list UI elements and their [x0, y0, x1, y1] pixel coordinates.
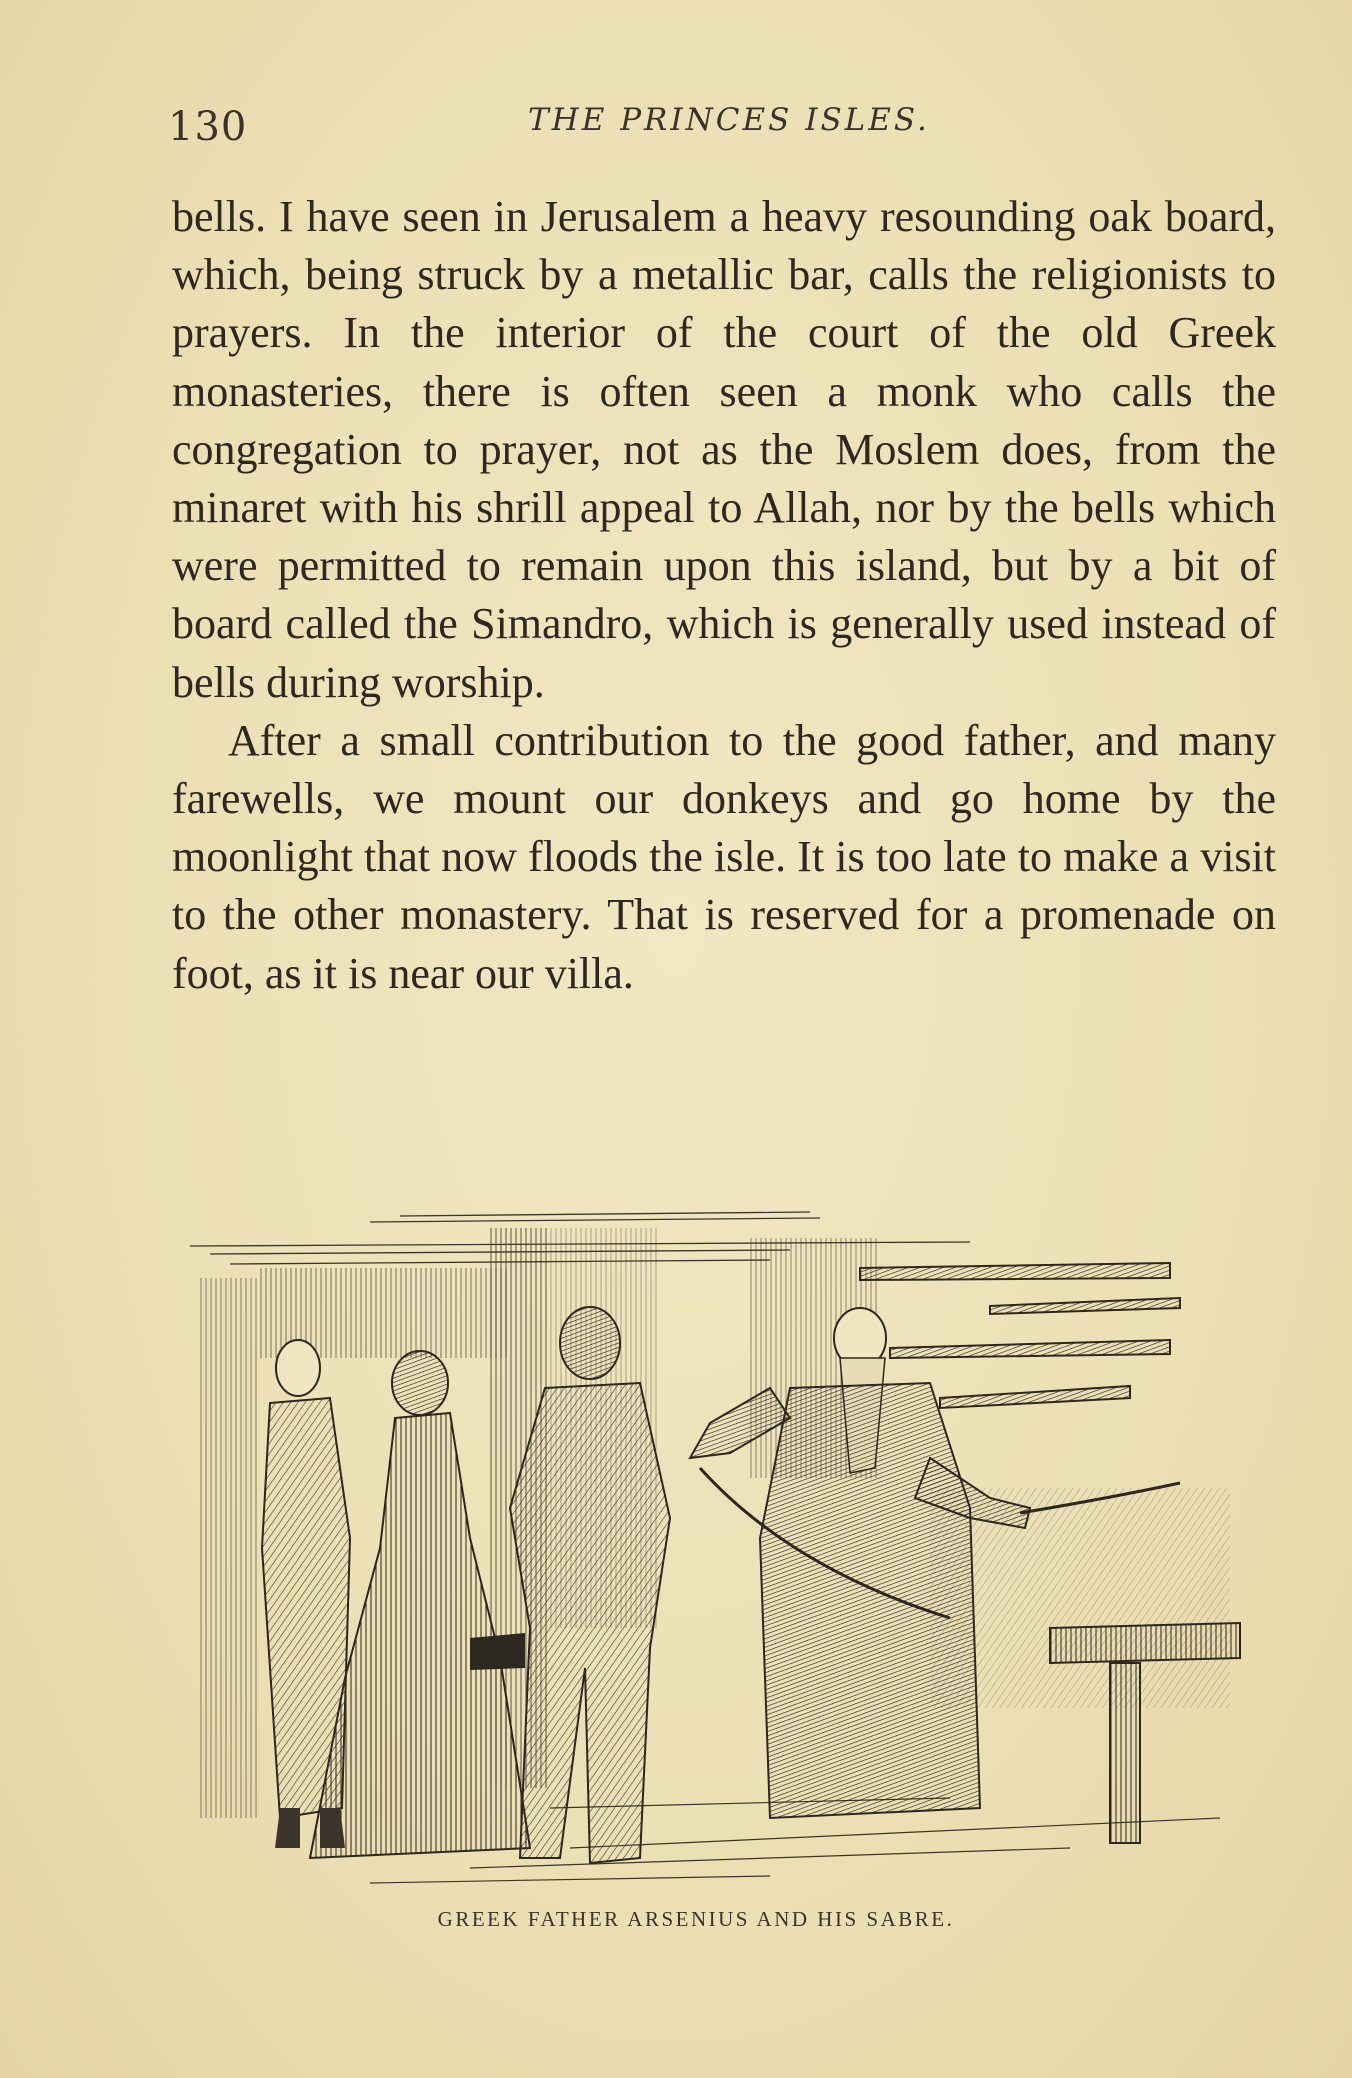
body-text	[172, 188, 1276, 1003]
page-number: 130	[168, 104, 248, 150]
engraving-illustration	[170, 1208, 1260, 1888]
page-header	[168, 98, 1278, 154]
figure-caption: GREEK FATHER ARSENIUS AND HIS SABRE.	[437, 1907, 955, 1931]
running-title: THE PRINCES ISLES.	[528, 102, 930, 138]
paragraph-2: After a small contribution to the good father, and many farewells, we mount our donkeys and go home by the moonlight that now floods the isle. It is too late to make a visit to the other monastery. That is reserved for a promenade on foot, as it is near our villa.	[172, 715, 1276, 998]
paragraph-1: bells. I have seen in Jerusalem a heavy resounding oak board, which, being struck by a metallic bar, calls the religionists to prayers. In the interior of the court of the old Greek monasteries, there is often seen a monk who calls the congregation to prayer, not as the Moslem does, from the minaret with his shrill appeal to Allah, nor by the bells which were permitted to remain upon this island, but by a bit of board called the Simandro, which is generally used instead of bells during worship.	[172, 192, 1276, 707]
